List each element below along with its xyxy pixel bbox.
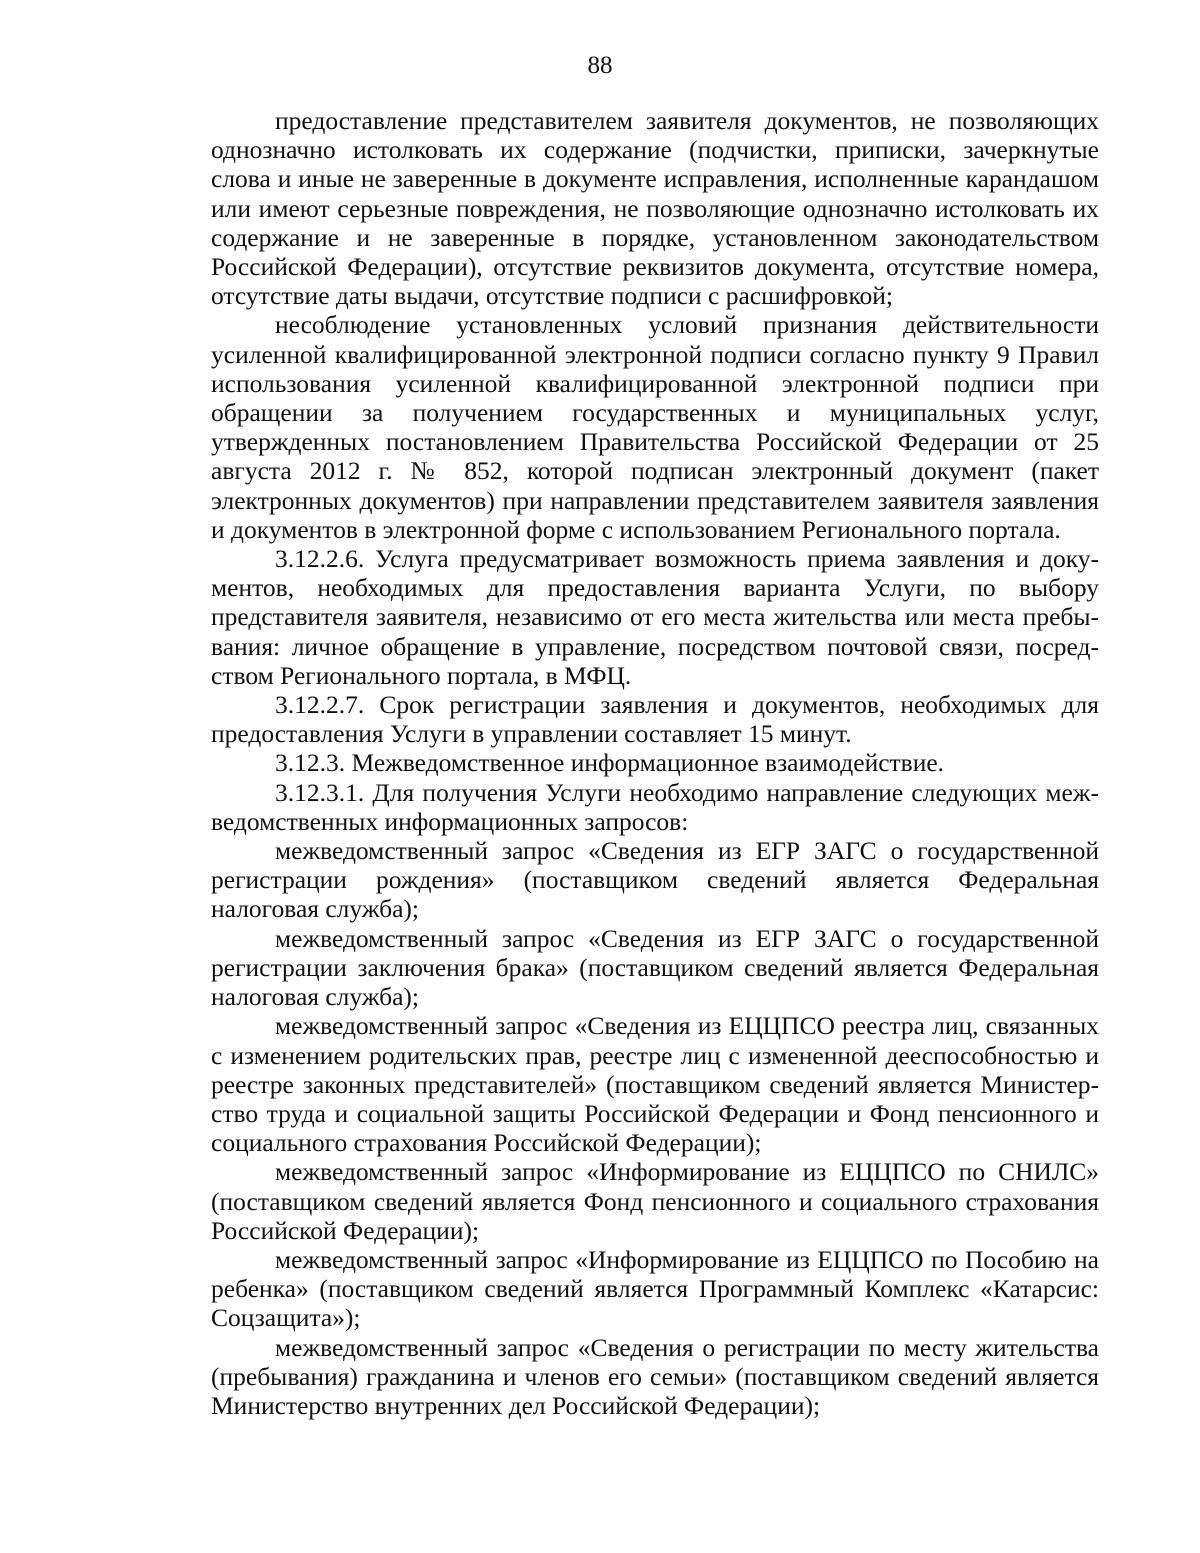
paragraph-request-birth: межведомственный запрос «Сведения из ЕГР ЗАГС о государственной регистрации рождения» (поставщиком сведений является Федеральная налоговая служба); (211, 836, 1099, 924)
paragraph-3-12-2-6: 3.12.2.6. Услуга предусматривает возможность приема заявления и документов, необходимых для предоставления варианта Услуги, по выбору представителя заявителя, независимо от его места жительства или места пребывания: личное обращение в управление, посредством почтовой связи, посредством Регионального портала, в МФЦ. (211, 544, 1099, 690)
page-number: 88 (587, 52, 613, 79)
paragraph-request-parental-rights: межведомственный запрос «Сведения из ЕЦЦПСО реестра лиц, связанных с изменением родительских прав, реестре лиц с измененной дееспособностью и реестре законных представителей» (поставщиком сведений является Министерство труда и социальной защиты Российской Федерации и Фонд пенсионного и социального страхования Российской Федерации); (211, 1011, 1099, 1158)
paragraph-request-snils: межведомственный запрос «Информирование из ЕЦЦПСО по СНИЛС» (поставщиком сведений является Фонд пенсионного и социального страхования Российской Федерации); (211, 1157, 1099, 1245)
paragraph-request-residence: межведомственный запрос «Сведения о регистрации по месту жительства (пребывания) гражданина и членов его семьи» (поставщиком сведений является Министерство внутренних дел Российской Федерации); (211, 1332, 1099, 1420)
document-body (211, 106, 1099, 1420)
paragraph-signature-conditions: несоблюдение установленных условий признания действительности усиленной квалифицированной электронной подписи согласно пункту 9 Правил использования усиленной квалифицированной электронной подписи при обращении за получением государственных и муниципальных услуг, утвержденных постановлением Правительства Российской Федерации от 25 августа 2012 г. № 852, которой подписан электронный документ (пакет электронных документов) при направлении представителем заявителя заявления и документов в электронной форме с использованием Регионального портала. (211, 310, 1099, 544)
paragraph-request-child-benefit: межведомственный запрос «Информирование из ЕЦЦПСО по Пособию на ребенка» (поставщиком сведений является Программный Комплекс «Катарсис: Соцзащита»); (211, 1244, 1099, 1333)
paragraph-request-marriage: межведомственный запрос «Сведения из ЕГР ЗАГС о государственной регистрации заключения брака» (поставщиком сведений является Федеральная налоговая служба); (211, 923, 1099, 1012)
paragraph-3-12-3: 3.12.3. Межведомственное информационное взаимодействие. (275, 748, 945, 778)
paragraph-3-12-3-1: 3.12.3.1. Для получения Услуги необходимо направление следующих межведомственных информационных запросов: (211, 777, 1099, 836)
paragraph-3-12-2-7: 3.12.2.7. Срок регистрации заявления и документов, необходимых для предоставления Услуги в управлении составляет 15 минут. (211, 690, 1099, 749)
paragraph-documents-defects: предоставление представителем заявителя документов, не позволяющих однозначно истолковать их содержание (подчистки, приписки, зачеркнутые слова и иные не заверенные в документе исправления, исполненные карандашом или имеют серьезные повреждения, не позволяющие однозначно истолковать их содержание и не заверенные в порядке, установленном законодательством Российской Федерации), отсутствие реквизитов документа, отсутствие номера, отсутствие даты выдачи, отсутствие подписи с расшифровкой; (211, 106, 1099, 311)
